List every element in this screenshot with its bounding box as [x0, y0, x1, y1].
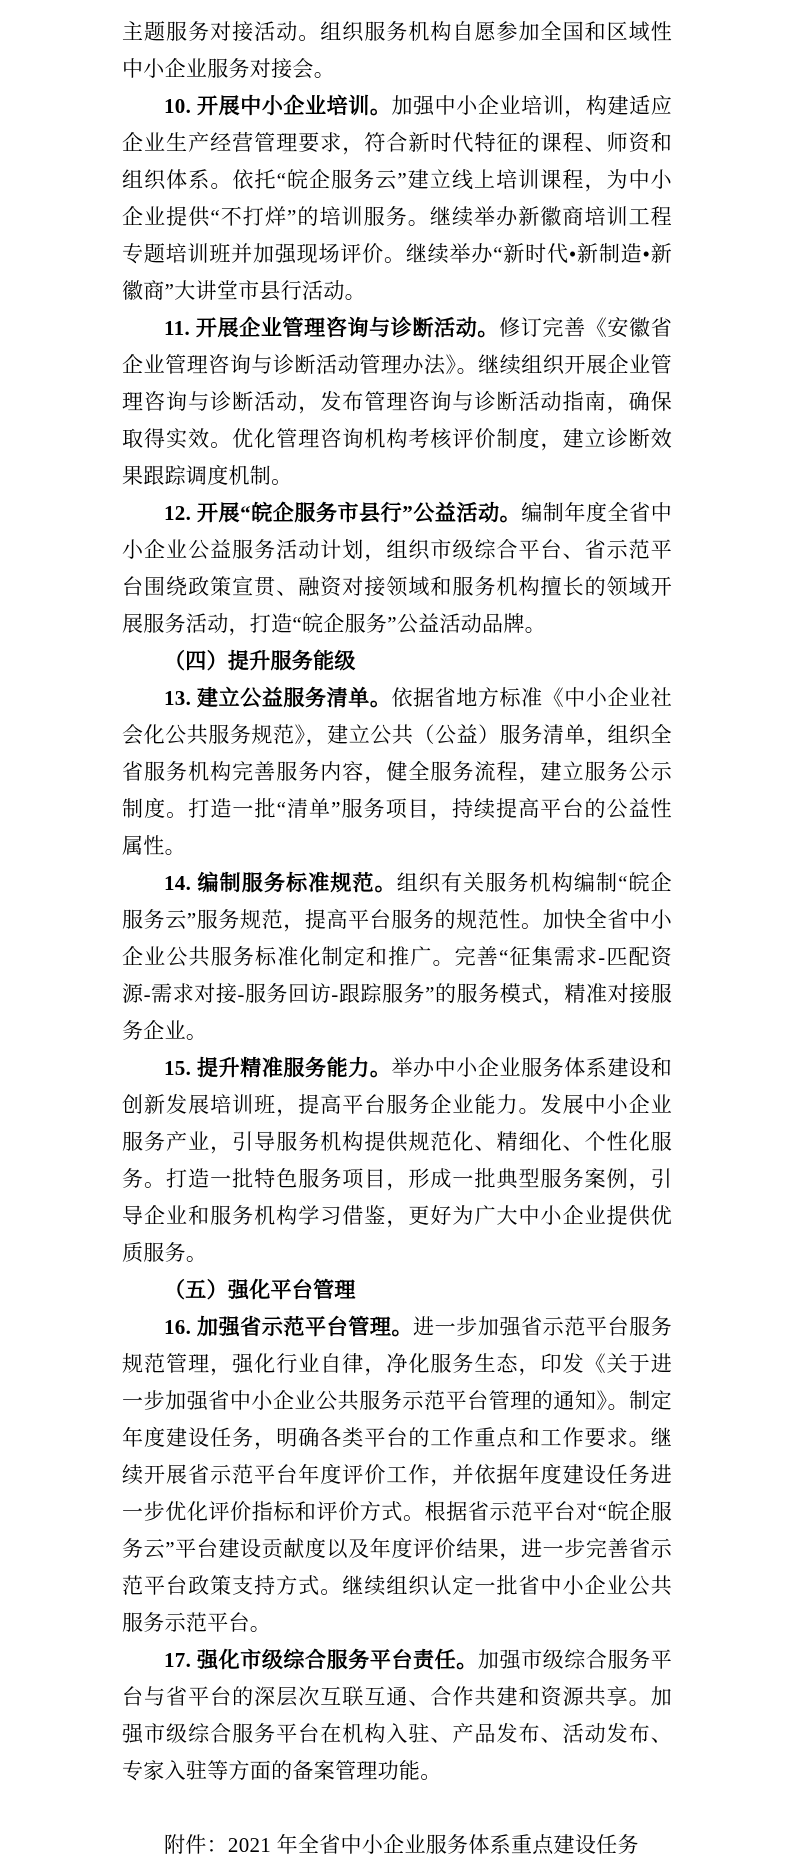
paragraph-lead-bold: 15. 提升精准服务能力。: [164, 1056, 392, 1080]
attachment-line: [122, 1827, 672, 1864]
paragraph-lead-bold: （四）提升服务能级: [164, 649, 356, 673]
paragraph-text: 进一步加强省示范平台服务规范管理，强化行业自律，净化服务生态，印发《关于进一步加强省中小企业公共服务示范平台管理的通知》。制定年度建设任务，明确各类平台的工作重点和工作要求。继续开展省示范平台年度评价工作，并依据年度建设任务进一步优化评价指标和评价方式。根据省示范平台对“皖企服务云”平台建设贡献度以及年度评价结果，进一步完善省示范平台政策支持方式。继续组织认定一批省中小企业公共服务示范平台。: [122, 1315, 672, 1635]
paragraph-text: 举办中小企业服务体系建设和创新发展培训班，提高平台服务企业能力。发展中小企业服务产业，引导服务机构提供规范化、精细化、个性化服务。打造一批特色服务项目，形成一批典型服务案例，引导企业和服务机构学习借鉴，更好为广大中小企业提供优质服务。: [122, 1056, 672, 1265]
body-paragraph: [122, 310, 672, 495]
paragraph-lead-bold: 12. 开展“皖企服务市县行”公益活动。: [164, 501, 522, 525]
paragraph-lead-bold: 11. 开展企业管理咨询与诊断活动。: [164, 316, 500, 340]
paragraph-lead-bold: 13. 建立公益服务清单。: [164, 686, 392, 710]
paragraph-lead-bold: （五）强化平台管理: [164, 1278, 356, 1302]
paragraph-text: 修订完善《安徽省企业管理咨询与诊断活动管理办法》。继续组织开展企业管理咨询与诊断活动，发布管理咨询与诊断活动指南，确保取得实效。优化管理咨询机构考核评价制度，建立诊断效果跟踪调度机制。: [122, 316, 672, 488]
paragraph-text: 依据省地方标准《中小企业社会化公共服务规范》，建立公共（公益）服务清单，组织全省服务机构完善服务内容，健全服务流程，建立服务公示制度。打造一批“清单”服务项目，持续提高平台的公益性属性。: [122, 686, 672, 858]
paragraph-text: 主题服务对接活动。组织服务机构自愿参加全国和区域性中小企业服务对接会。: [122, 20, 672, 81]
paragraph-lead-bold: 16. 加强省示范平台管理。: [164, 1315, 414, 1339]
paragraph-text: 组织有关服务机构编制“皖企服务云”服务规范，提高平台服务的规范性。加快全省中小企业公共服务标准化制定和推广。完善“征集需求-匹配资源-需求对接-服务回访-跟踪服务”的服务模式，精准对接服务企业。: [122, 871, 672, 1043]
section-heading: [122, 643, 672, 680]
body-paragraph: [122, 680, 672, 865]
document-body: [122, 14, 672, 1864]
body-paragraph: [122, 865, 672, 1050]
paragraph-text: 附件：2021 年全省中小企业服务体系重点建设任务: [164, 1833, 639, 1857]
paragraph-lead-bold: 10. 开展中小企业培训。: [164, 94, 392, 118]
paragraph-text: 编制年度全省中小企业公益服务活动计划，组织市级综合平台、省示范平台围绕政策宣贯、融资对接领域和服务机构擅长的领域开展服务活动，打造“皖企服务”公益活动品牌。: [122, 501, 673, 636]
section-heading: [122, 1272, 672, 1309]
continuation-paragraph: [122, 14, 672, 88]
body-paragraph: [122, 495, 672, 643]
paragraph-lead-bold: 17. 强化市级综合服务平台责任。: [164, 1648, 478, 1672]
paragraph-lead-bold: 14. 编制服务标准规范。: [164, 871, 397, 895]
body-paragraph: [122, 88, 672, 310]
paragraph-text: 加强市级综合服务平台与省平台的深层次互联互通、合作共建和资源共享。加强市级综合服务平台在机构入驻、产品发布、活动发布、专家入驻等方面的备案管理功能。: [122, 1648, 672, 1783]
body-paragraph: [122, 1050, 672, 1272]
body-paragraph: [122, 1309, 672, 1642]
paragraph-text: 加强中小企业培训，构建适应企业生产经营管理要求，符合新时代特征的课程、师资和组织体系。依托“皖企服务云”建立线上培训课程，为中小企业提供“不打烊”的培训服务。继续举办新徽商培训工程专题培训班并加强现场评价。继续举办“新时代•新制造•新徽商”大讲堂市县行活动。: [122, 94, 672, 303]
